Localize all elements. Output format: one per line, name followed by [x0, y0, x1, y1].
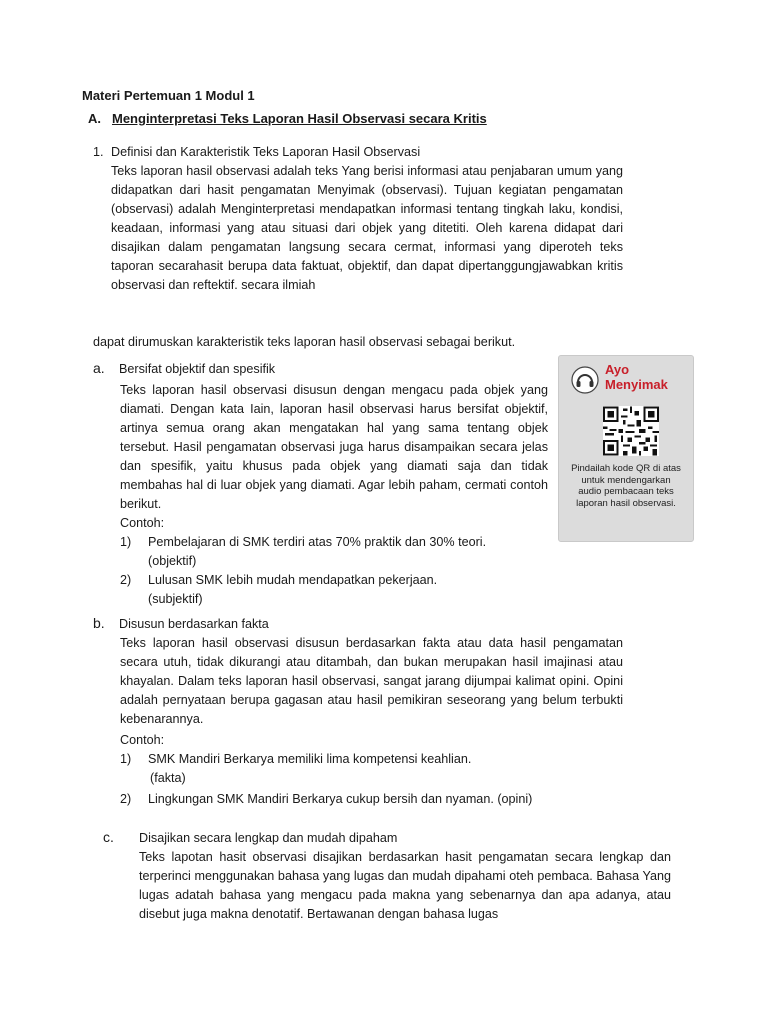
- point-b-label: b.: [93, 615, 105, 631]
- card-text: Pindailah kode QR di atas untuk mendengarkan audio pembacaan teks laporan hasil observasi.: [571, 463, 681, 509]
- example-item: [120, 750, 623, 769]
- example-number: 1): [120, 535, 132, 549]
- example-text: SMK Mandiri Berkarya memiliki lima kompetensi keahlian.: [148, 752, 472, 766]
- point-a-paragraph: Teks laporan hasil observasi disusun dengan mengacu pada objek yang diamati. Dengan kata Iain, laporan hasil observasi harus bersifat objektif, artinya semua orang akan mengatakan hal yang sama tentang objek tersebut. Hasil pengamatan observasi juga harus disampaikan secara jelas dan spesifik, yaitu khusus pada objek yang diamati saja dan tidak membahas hal di luar objek yang diamati. Agar lebih paham, cermati contoh berikut.: [120, 383, 548, 511]
- card-heading-line2: Menyimak: [605, 377, 668, 392]
- point-c-paragraph: Teks lapotan hasit observasi disajikan berdasarkan hasit pengamatan secara lengkap dan terperinci menggunakan bahasa yang lugas dan mudah dipahami oteh pembaca. Bahasa Yang lugas adatah bahasa yang mengacu pada makna yang sebenarnya dan apa adanya, atau disebut juga makna denotatif. Bertawanan dengan bahasa lugas: [139, 850, 671, 921]
- example-number: 2): [120, 573, 132, 587]
- point-a-heading: [93, 360, 275, 376]
- example-note: (objektif): [148, 554, 197, 568]
- example-item: [120, 571, 548, 590]
- point-b-contoh: Contoh:: [120, 733, 165, 747]
- point-c-heading: [103, 829, 397, 845]
- example-note: (subjektif): [148, 592, 203, 606]
- point-a-label: a.: [93, 360, 105, 376]
- point-a-contoh: Contoh:: [120, 516, 165, 530]
- example-number: 2): [120, 792, 132, 806]
- item-1-paragraph: Teks laporan hasil observasi adalah teks Yang berisi informasi atau penjabaran umum yang didapatkan dari hasit pengamatan Menyimak (observasi). Tujuan kegiatan pengamatan (observasi) adalah Menginterpretasi mendapatkan informasi tentang tingkah laku, kondisi, keadaan, informasi yang atau situasi dari objek yang ditetiti. Oleh karena didapat dari disajikan dalam pengamatan langsung secara cermat, informasi yang diperoteh teks taporan secarahasit berupa data faktuat, objektif, dan dapat dipertanggungjawabkan kritis observasi dan reftektif. secara ilmiah: [111, 164, 623, 292]
- point-b-paragraph: Teks laporan hasil observasi disusun berdasarkan fakta atau data hasil pengamatan secara utuh, tidak dikurangi atau ditambah, dan bukan merupakan hasil imajinasi atau khayalan. Dalam teks laporan hasil observasi, sangat jarang dijumpai kalimat opini. Opini adalah pernyataan berupa gagasan atau hasil pemikiran seseorang yang belum terbukti kebenarannya.: [120, 636, 623, 726]
- headphones-icon: [571, 366, 599, 394]
- point-b-heading: [93, 615, 269, 631]
- item-1-label: 1.: [93, 145, 104, 159]
- item-1-heading-text: Definisi dan Karakteristik Teks Laporan Hasil Observasi: [111, 145, 421, 159]
- qr-code[interactable]: [603, 406, 659, 456]
- section-a-heading: [88, 111, 487, 126]
- example-text: Lingkungan SMK Mandiri Berkarya cukup bersih dan nyaman. (opini): [148, 792, 533, 806]
- ayo-menyimak-card: [558, 355, 694, 542]
- point-c-label: c.: [103, 829, 114, 845]
- point-c-heading-text: Disajikan secara lengkap dan mudah dipaham: [139, 831, 398, 845]
- example-item: [120, 533, 548, 552]
- point-b-heading-text: Disusun berdasarkan fakta: [119, 617, 269, 631]
- example-text: Lulusan SMK lebih mudah mendapatkan pekerjaan.: [148, 573, 438, 587]
- example-note: (fakta): [150, 771, 186, 785]
- document-title: Materi Pertemuan 1 Modul 1: [82, 88, 255, 103]
- item-1-heading: [93, 145, 420, 159]
- point-b-body: [120, 634, 623, 809]
- intro-sentence: dapat dirumuskan karakteristik teks laporan hasil observasi sebagai berikut.: [93, 335, 516, 349]
- card-heading-line1: Ayo: [605, 362, 630, 377]
- card-heading: [605, 362, 668, 392]
- example-item: [120, 790, 623, 809]
- section-a-label: A.: [88, 111, 101, 126]
- example-text: Pembelajaran di SMK terdiri atas 70% praktik dan 30% teori.: [148, 535, 487, 549]
- qr-code-image: [603, 406, 659, 456]
- point-a-heading-text: Bersifat objektif dan spesifik: [119, 362, 276, 376]
- example-number: 1): [120, 752, 132, 766]
- section-a-text: Menginterpretasi Teks Laporan Hasil Observasi secara Kritis: [112, 111, 487, 126]
- point-a-body: [120, 381, 548, 609]
